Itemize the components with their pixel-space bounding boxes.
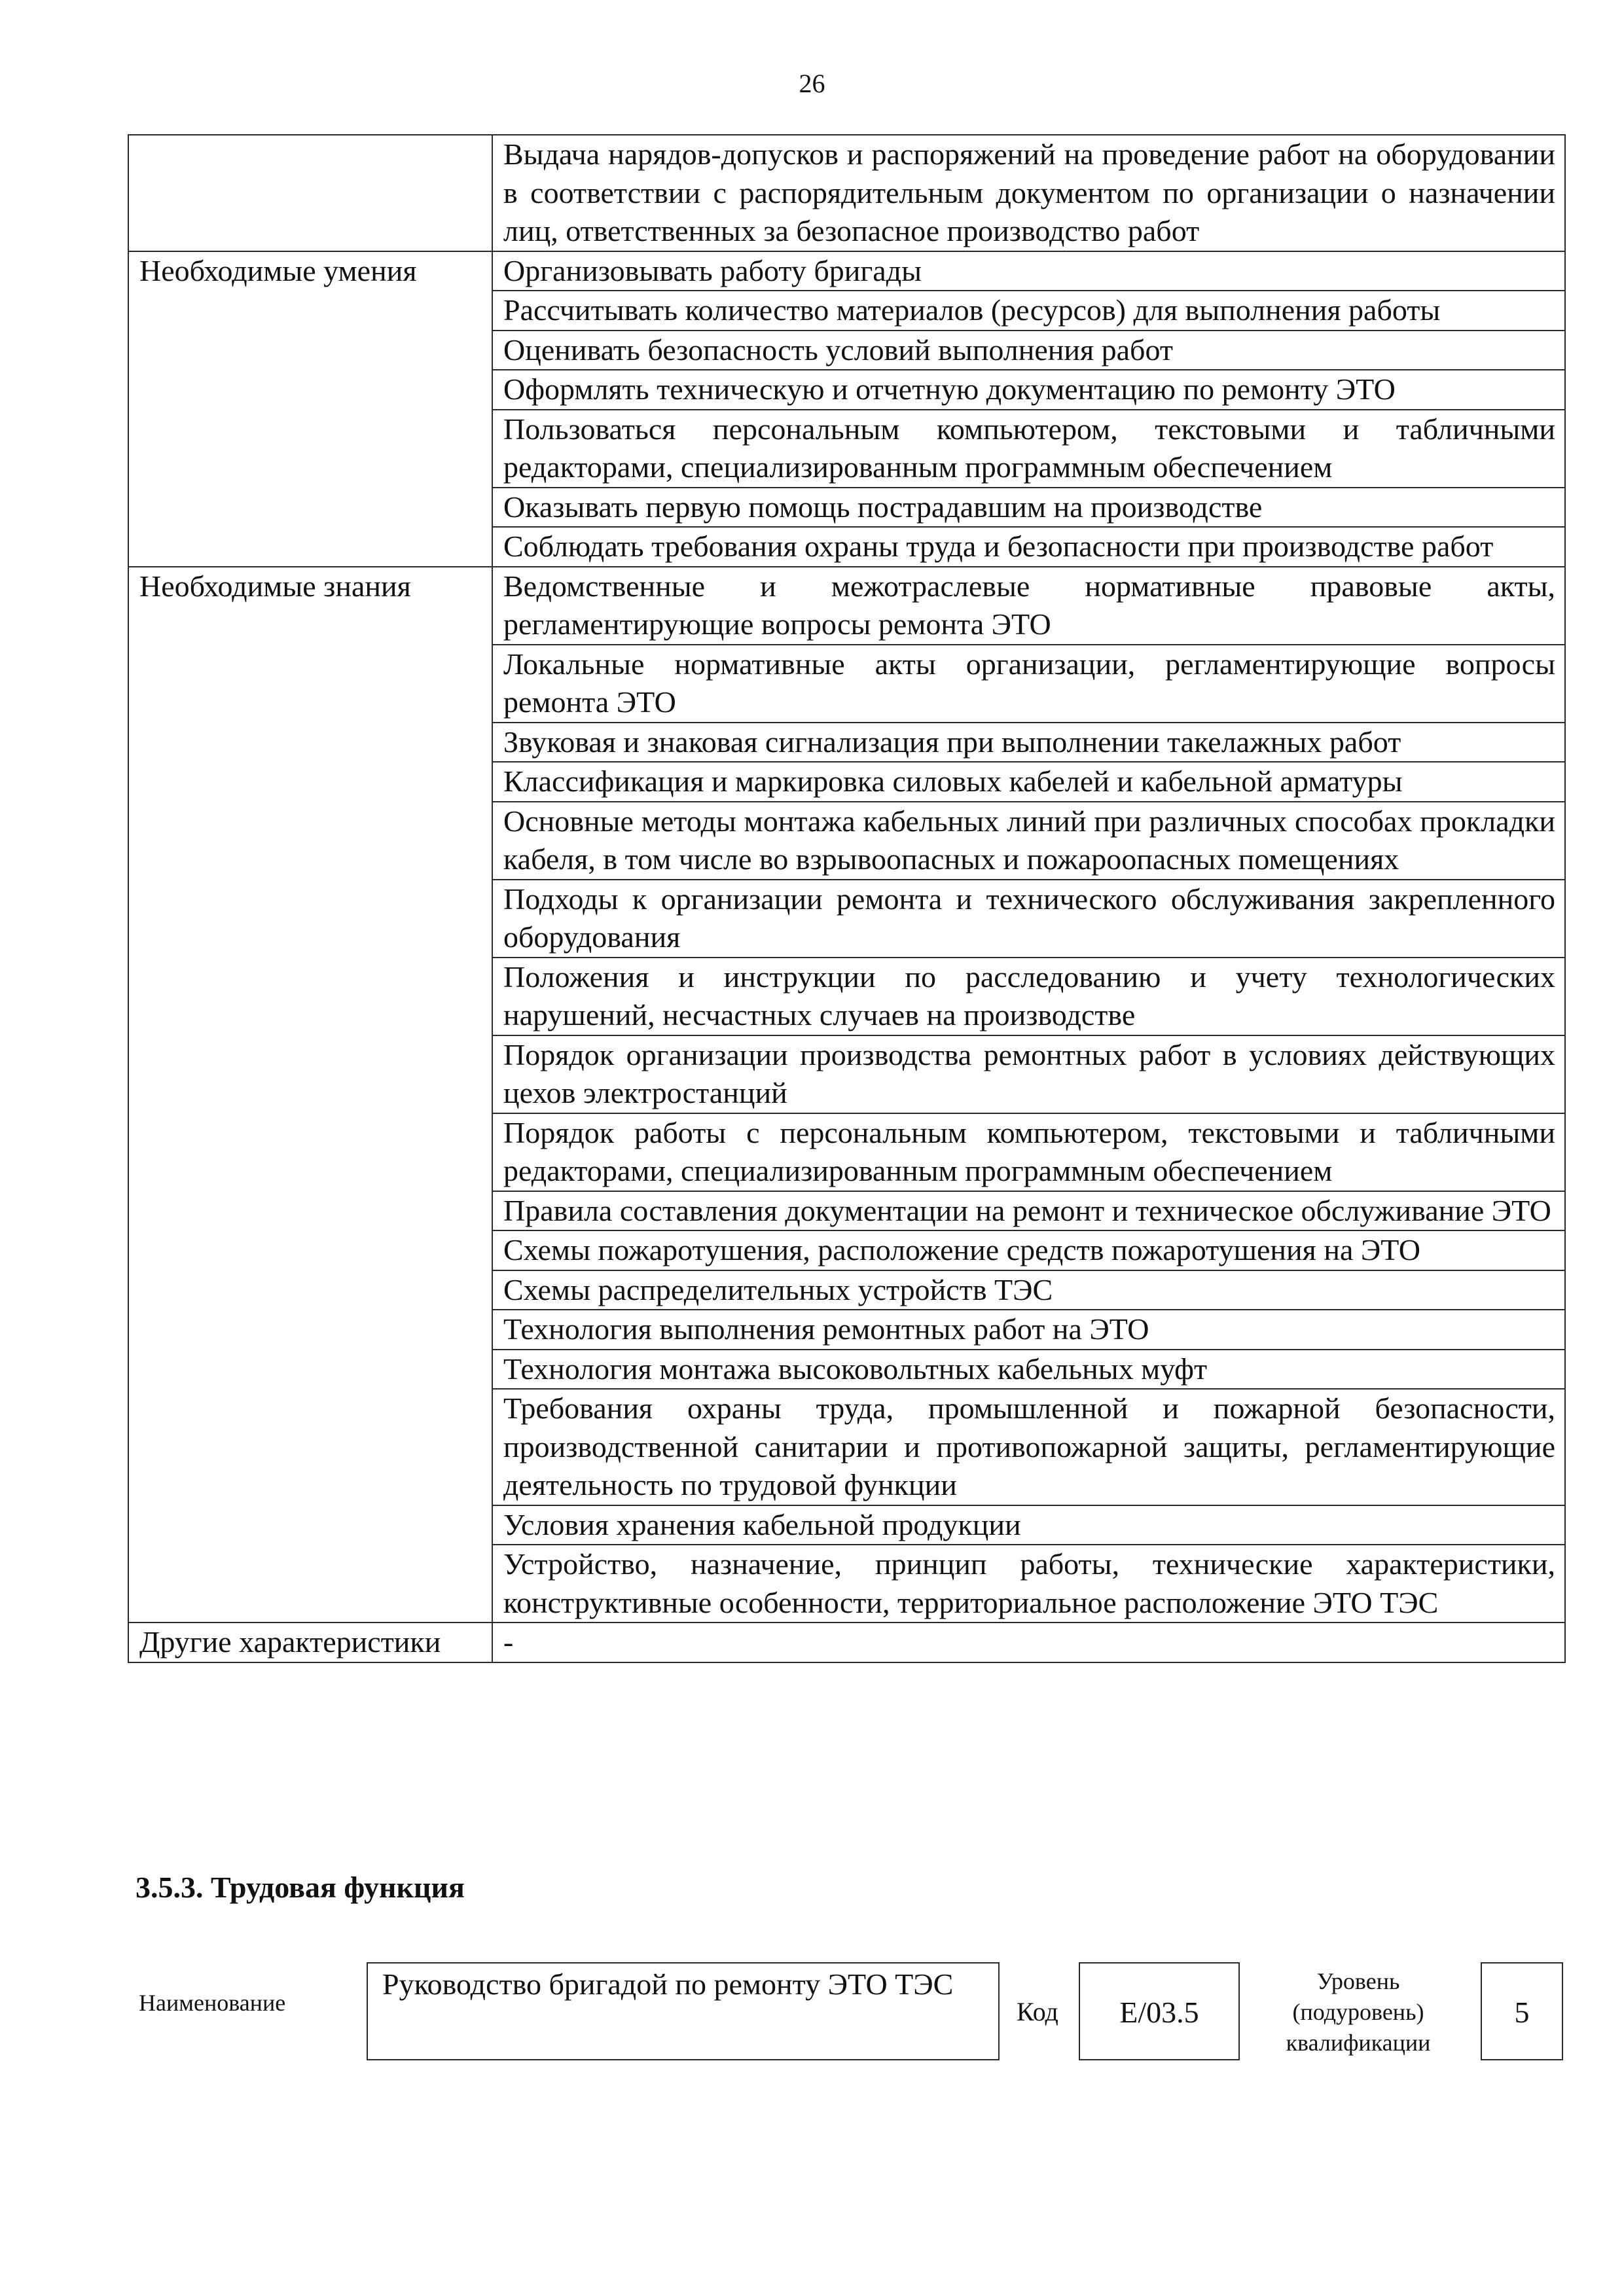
row-item-text: Соблюдать требования охраны труда и безопасности при производстве работ — [492, 527, 1565, 567]
row-item-text: Оценивать безопасность условий выполнения работ — [492, 331, 1565, 370]
row-group-label: Другие характеристики — [128, 1623, 492, 1662]
name-label: Наименование — [139, 1990, 286, 2016]
row-item-text: Требования охраны труда, промышленной и пожарной безопасности, производственной санитарии и противопожарной защиты, регламентирующие деятельность по трудовой функции — [492, 1389, 1565, 1505]
row-item-text: Правила составления документации на ремонт и техническое обслуживание ЭТО — [492, 1191, 1565, 1231]
row-item-text: Условия хранения кабельной продукции — [492, 1505, 1565, 1545]
row-item-text: Оформлять техническую и отчетную документацию по ремонту ЭТО — [492, 370, 1565, 410]
row-item-text: Устройство, назначение, принцип работы, технические характеристики, конструктивные особенности, территориальное расположение ЭТО ТЭС — [492, 1545, 1565, 1623]
row-item-text: Оказывать первую помощь пострадавшим на производстве — [492, 488, 1565, 528]
qualification-level-value: 5 — [1514, 1996, 1530, 2029]
row-item-text: Организовывать работу бригады — [492, 251, 1565, 291]
row-item-text: Технология выполнения ремонтных работ на ЭТО — [492, 1310, 1565, 1350]
row-item-text: Классификация и маркировка силовых кабелей и кабельной арматуры — [492, 762, 1565, 802]
row-item-text: - — [492, 1623, 1565, 1662]
row-item-text: Порядок организации производства ремонтных работ в условиях действующих цехов электростанций — [492, 1035, 1565, 1113]
name-value: Руководство бригадой по ремонту ЭТО ТЭС — [382, 1967, 954, 2001]
table-row — [128, 1623, 1565, 1662]
qualification-level-label-line1: Уровень — [1316, 1968, 1400, 1994]
row-item-text: Схемы пожаротушения, расположение средств пожаротушения на ЭТО — [492, 1230, 1565, 1270]
row-item-text: Подходы к организации ремонта и технического обслуживания закрепленного оборудования — [492, 880, 1565, 958]
row-item-text: Звуковая и знаковая сигнализация при выполнении такелажных работ — [492, 723, 1565, 762]
code-value-box — [1079, 1962, 1240, 2060]
row-item-text: Выдача нарядов-допусков и распоряжений на проведение работ на оборудовании в соответствии с распорядительным документом по организации о назначении лиц, ответственных за безопасное производство работ — [492, 135, 1565, 251]
row-item-text: Положения и инструкции по расследованию и учету технологических нарушений, несчастных случаев на производстве — [492, 958, 1565, 1035]
row-group-label: Необходимые знания — [128, 567, 492, 1623]
requirements-table-body — [128, 135, 1565, 1662]
row-item-text: Пользоваться персональным компьютером, текстовыми и табличными редакторами, специализированным программным обеспечением — [492, 410, 1565, 488]
qualification-level-label — [1257, 1966, 1460, 2058]
row-group-label — [128, 135, 492, 251]
requirements-table — [128, 134, 1566, 1663]
qualification-level-label-line3: квалификации — [1286, 2030, 1431, 2056]
table-row — [128, 251, 1565, 291]
qualification-level-box — [1481, 1962, 1563, 2060]
page-number: 26 — [799, 69, 825, 98]
row-item-text: Основные методы монтажа кабельных линий при различных способах прокладки кабеля, в том числе во взрывоопасных и пожароопасных помещениях — [492, 802, 1565, 880]
qualification-level-label-line2: (подуровень) — [1292, 1999, 1424, 2025]
code-value: E/03.5 — [1119, 1996, 1199, 2029]
section-title: 3.5.3. Трудовая функция — [135, 1871, 465, 1904]
row-item-text: Схемы распределительных устройств ТЭС — [492, 1270, 1565, 1310]
table-row — [128, 135, 1565, 251]
code-label: Код — [1017, 1997, 1058, 2026]
row-item-text: Порядок работы с персональным компьютером, текстовыми и табличными редакторами, специализированным программным обеспечением — [492, 1113, 1565, 1191]
table-row — [128, 567, 1565, 645]
row-item-text: Технология монтажа высоковольтных кабельных муфт — [492, 1350, 1565, 1390]
row-item-text: Локальные нормативные акты организации, регламентирующие вопросы ремонта ЭТО — [492, 645, 1565, 723]
row-item-text: Ведомственные и межотраслевые нормативные правовые акты, регламентирующие вопросы ремонта ЭТО — [492, 567, 1565, 645]
row-group-label: Необходимые умения — [128, 251, 492, 567]
row-item-text: Рассчитывать количество материалов (ресурсов) для выполнения работы — [492, 291, 1565, 331]
name-value-box — [367, 1962, 1000, 2060]
